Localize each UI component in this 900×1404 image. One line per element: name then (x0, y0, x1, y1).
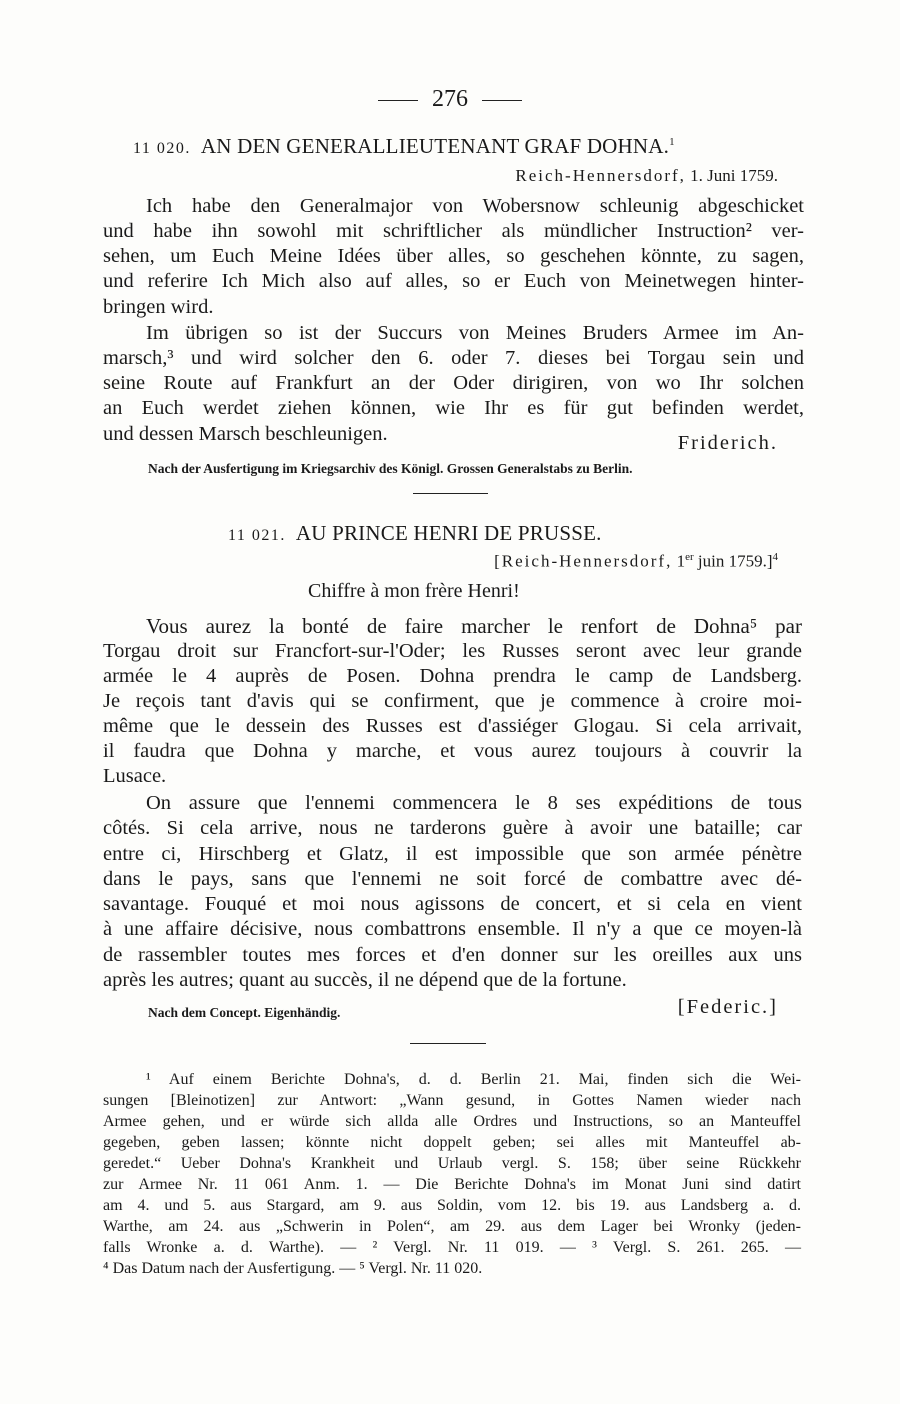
page-number-dash-right (482, 100, 522, 101)
letter1-line: sehen, um Euch Meine Idées über alles, so geschehen könnte, zu sagen, (103, 245, 804, 267)
letter2-line: Vous aurez la bonté de faire marcher le renfort de Dohna⁵ par (146, 614, 802, 638)
letter2-date-rest: juin 1759.] (693, 551, 773, 571)
letter2-date-day: 1 (676, 551, 686, 571)
letter1-dateline (515, 166, 778, 186)
letter1-heading (133, 134, 675, 159)
page-number: 276 (0, 86, 900, 113)
letter1-number: 11 020. (133, 140, 191, 157)
letter1-title: AN DEN GENERALLIEUTENANT GRAF DOHNA. (200, 134, 670, 158)
letter2-signature: [Federic.] (677, 996, 778, 1018)
footnote-line: Warthe, am 24. aus „Schwerin in Polen“, am 29. aus dem Lager bei Wronky (jeden- (103, 1218, 801, 1235)
letter2-line: Je reçois tant d'avis qui se confirment, que je commence à croire moi- (103, 690, 802, 712)
letter1-date: 1. Juni 1759. (690, 166, 778, 185)
letter2-line: de rassembler toutes mes forces et d'en donner sur les oreilles aux uns (103, 944, 802, 966)
footnote-line: gegeben, geben lassen; könnte nicht doppelt geben; sei alles mit Manteuffel ab- (103, 1134, 801, 1151)
letter2-line: Torgau droit sur Francfort-sur-l'Oder; les Russes seront avec leur grande (103, 640, 802, 662)
letter1-line: und habe ihn sowohl mit schriftlicher als mündlicher Instruction² ver- (103, 220, 804, 242)
page-number-dash-left (378, 100, 418, 101)
letter1-line: an Euch werdet ziehen können, wie Ihr es für gut befinden werdet, (103, 397, 804, 419)
letter1-line: und referire Ich Mich also auf alles, so er Euch von Meinetwegen hinter- (103, 270, 804, 292)
letter1-signature: Friderich. (677, 432, 778, 454)
letter1-source: Nach der Ausfertigung im Kriegsarchiv des Königl. Grossen Generalstabs zu Berlin. (148, 461, 633, 476)
footnote-line: sungen [Bleinotizen] zur Antwort: „Wann gesund, in Gottes Namen wieder nach (103, 1092, 801, 1109)
letter1-title-note: 1 (669, 136, 675, 148)
letter1-line: marsch,³ und wird solcher den 6. oder 7. dieses bei Torgau sein und (103, 347, 804, 369)
letter2-line: dans le pays, sans que l'ennemi ne soit forcé de combattre avec dé- (103, 868, 802, 890)
letter1-line: Im übrigen so ist der Succurs von Meines Bruders Armee im An- (146, 322, 804, 344)
letter2-place: [Reich-Hennersdorf, (494, 551, 673, 571)
letter2-source: Nach dem Concept. Eigenhändig. (148, 1005, 341, 1020)
letter1-line: Ich habe den Generalmajor von Wobersnow schleunig abgeschicket (146, 195, 804, 217)
letter2-line: à une affaire décisive, nous combattrons ensemble. Il n'y a que ce moyen-là (103, 918, 802, 940)
letter2-dateline (494, 551, 778, 572)
letter2-line: même que le dessein des Russes est d'assiéger Glogau. Si cela arrivait, (103, 715, 802, 737)
letter2-number: 11 021. (228, 527, 286, 544)
footnote-line: Armee gehen, und er würde sich allda alle Ordres und Instructions, so an Manteuffel (103, 1113, 801, 1130)
letter1-line: und dessen Marsch beschleunigen. (103, 423, 388, 445)
letter2-line: après les autres; quant au succès, il ne dépend que de la fortune. (103, 969, 627, 991)
letter2-date-note: 4 (772, 551, 778, 563)
footnote-line: ⁴ Das Datum nach der Ausfertigung. — ⁵ Vergl. Nr. 11 020. (103, 1260, 483, 1277)
letter2-line: savantage. Fouqué et moi nous agissons de concert, et si cela en vient (103, 893, 802, 915)
letter2-line: il faudra que Dohna y marche, et vous aurez toujours à couvrir la (103, 740, 802, 762)
footnote-line: ¹ Auf einem Berichte Dohna's, d. d. Berlin 21. Mai, finden sich die Wei- (146, 1071, 801, 1088)
letter1-place: Reich-Hennersdorf, (515, 166, 686, 185)
section-divider (413, 493, 488, 494)
letter2-heading (228, 521, 602, 546)
letter2-line: On assure que l'ennemi commencera le 8 ses expéditions de tous (146, 792, 802, 814)
letter1-line: seine Route auf Frankfurt an der Oder dirigiren, von wo Ihr solchen (103, 372, 804, 394)
letter2-line: Lusace. (103, 765, 167, 787)
letter2-line: entre ci, Hirschberg et Glatz, il est impossible que son armée pénètre (103, 843, 802, 865)
letter2-line: côtés. Si cela arrive, nous ne tarderons guère à avoir une bataille; car (103, 817, 802, 839)
letter1-line: bringen wird. (103, 296, 214, 318)
letter2-chiffre: Chiffre à mon frère Henri! (308, 580, 520, 602)
footnote-divider (410, 1043, 486, 1044)
letter2-title: AU PRINCE HENRI DE PRUSSE. (295, 521, 602, 545)
footnote-line: geredet.“ Ueber Dohna's Krankheit und Urlaub vergl. S. 158; über seine Rückkehr (103, 1155, 801, 1172)
footnote-line: zur Armee Nr. 11 061 Anm. 1. — Die Berichte Dohna's im Monat Juni sind datirt (103, 1176, 801, 1193)
footnote-line: am 4. und 5. aus Stargard, am 9. aus Soldin, vom 12. bis 19. aus Landsberg a. d. (103, 1197, 801, 1214)
letter2-line: armée le 4 auprès de Posen. Dohna prendra le camp de Landsberg. (103, 665, 802, 687)
letter2-date-sup: er (685, 551, 694, 563)
footnote-line: falls Wronke a. d. Warthe). — ² Vergl. Nr. 11 019. — ³ Vergl. S. 261. 265. — (103, 1239, 801, 1256)
